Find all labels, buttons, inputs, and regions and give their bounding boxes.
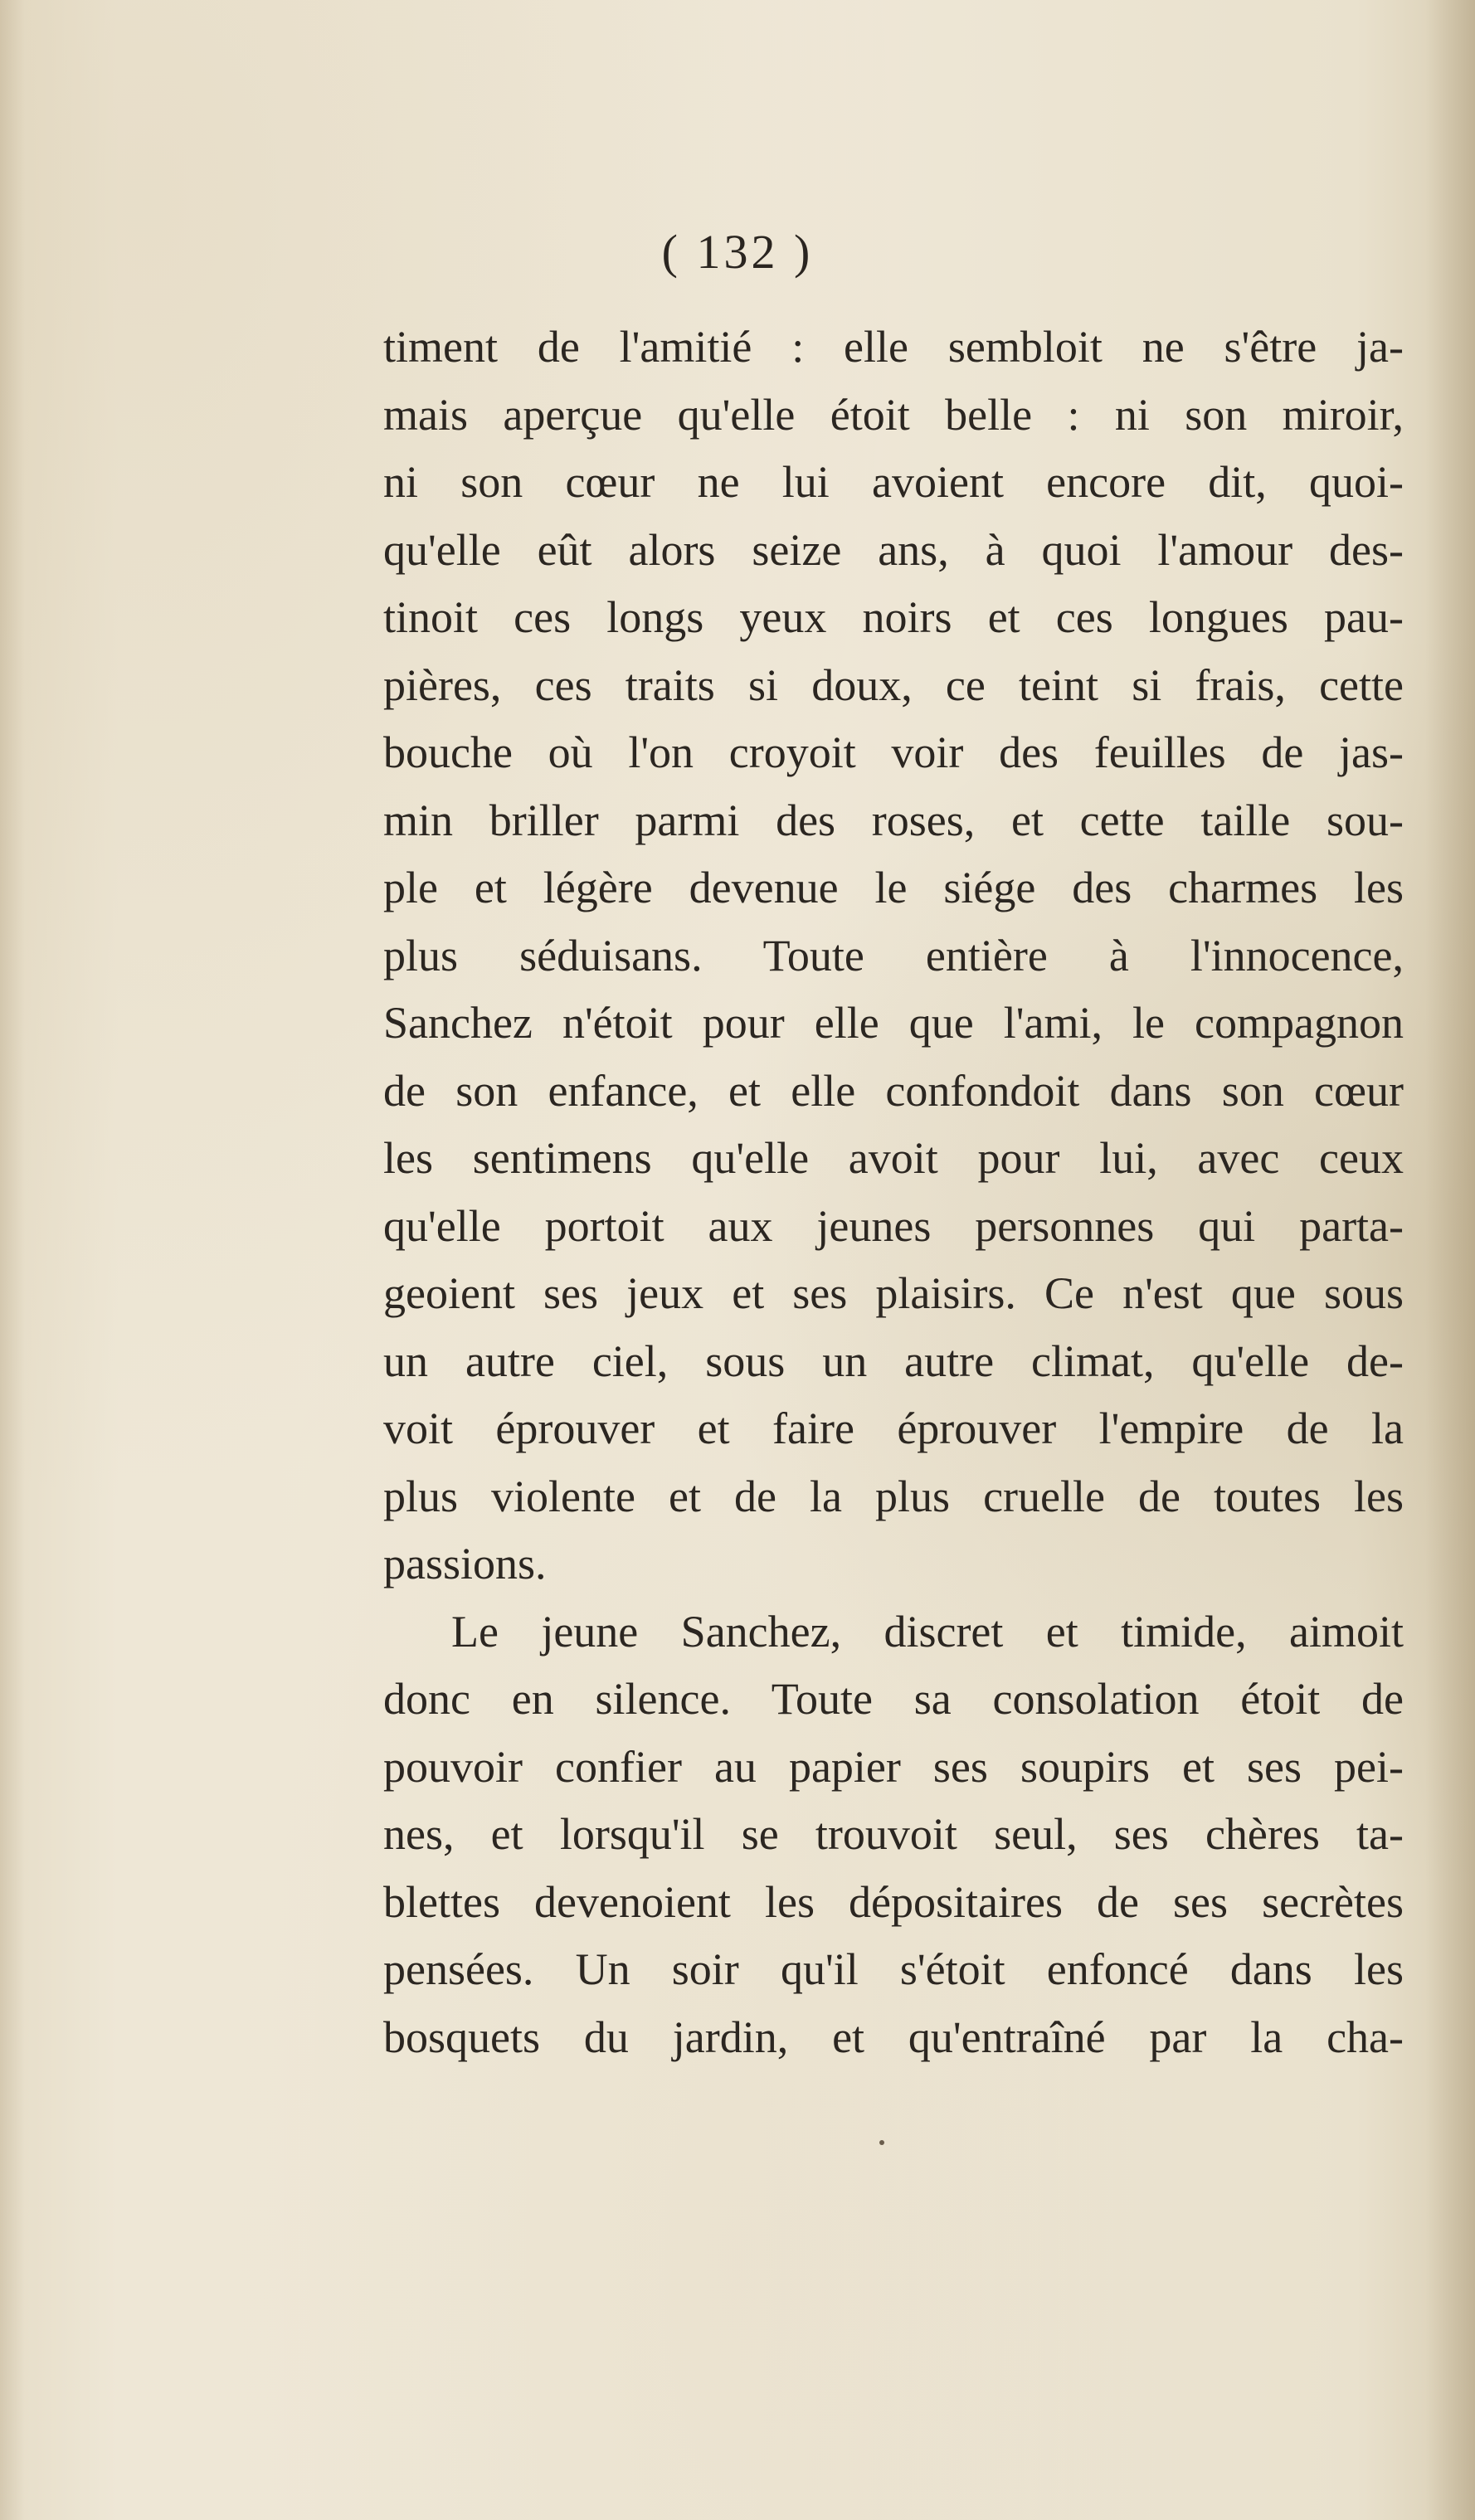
text-line: nes, et lorsqu'il se trouvoit seul, ses chères ta- [383,1809,1404,1859]
text-line: voit éprouver et faire éprouver l'empire de la [383,1404,1404,1453]
text-line: Sanchez n'étoit pour elle que l'ami, le compagnon [383,998,1404,1048]
ink-speck [879,2140,884,2145]
text-line: plus violente et de la plus cruelle de toutes les [383,1471,1404,1521]
text-line: passions. [383,1539,547,1588]
text-line: de son enfance, et elle confondoit dans son cœur [383,1065,1404,1116]
text-line: les sentimens qu'elle avoit pour lui, avec ceux [383,1133,1404,1183]
text-line: qu'elle eût alors seize ans, à quoi l'amour des- [383,524,1404,575]
page-left-edge [0,0,25,2520]
text-line: donc en silence. Toute sa consolation étoit de [383,1674,1404,1724]
text-line: un autre ciel, sous un autre climat, qu'elle de- [383,1335,1404,1386]
body-text [383,314,1404,2071]
text-line: min briller parmi des roses, et cette taille sou- [383,795,1404,845]
text-line: tinoit ces longs yeux noirs et ces longues pau- [383,592,1404,642]
text-line: bouche où l'on croyoit voir des feuilles de jas- [383,727,1404,777]
page-number: ( 132 ) [661,225,814,279]
text-line: mais aperçue qu'elle étoit belle : ni son miroir, [383,389,1404,440]
text-line: qu'elle portoit aux jeunes personnes qui parta- [383,1200,1404,1251]
text-line: geoient ses jeux et ses plaisirs. Ce n'est que sous [383,1268,1404,1318]
text-line: pouvoir confier au papier ses soupirs et ses pei- [383,1741,1404,1792]
page-right-edge-shadow [1425,0,1475,2520]
text-line: blettes devenoient les dépositaires de ses secrètes [383,1876,1404,1927]
text-line: plus séduisans. Toute entière à l'innocence, [383,930,1404,980]
text-line: ni son cœur ne lui avoient encore dit, quoi- [383,457,1404,507]
text-line: pières, ces traits si doux, ce teint si frais, cette [383,659,1404,710]
text-line: pensées. Un soir qu'il s'étoit enfoncé dans les [383,1944,1404,1994]
text-line: timent de l'amitié : elle sembloit ne s'être ja- [383,322,1404,372]
text-line: bosquets du jardin, et qu'entraîné par la cha- [383,2012,1404,2062]
text-line: ple et légère devenue le siége des charmes les [383,863,1404,912]
text-line: Le jeune Sanchez, discret et timide, aimoit [451,1606,1404,1656]
